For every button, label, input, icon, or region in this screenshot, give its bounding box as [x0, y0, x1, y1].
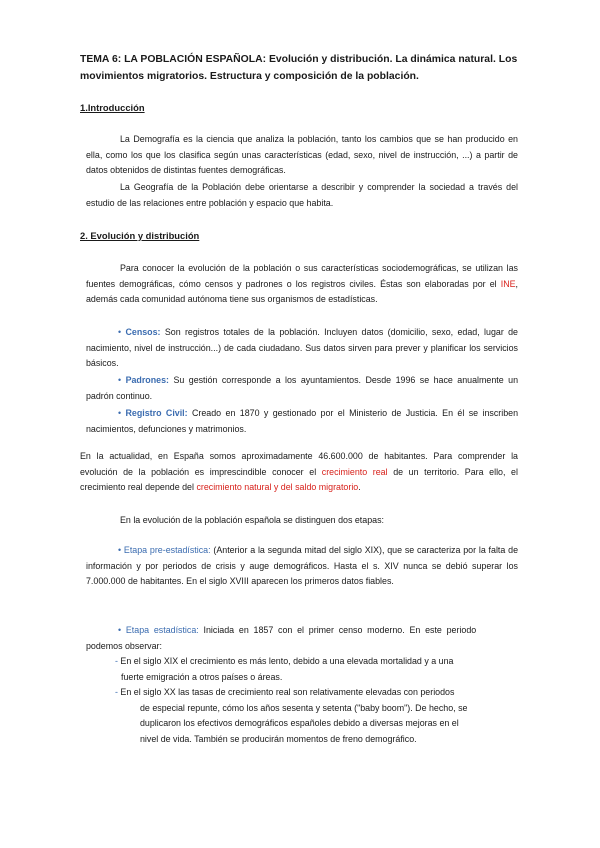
intro-paragraph-demografia-text: La Demografía es la ciencia que analiza la población, tanto los cambios que se han producido en ella, como los que los clasifica según unas características (edad, sexo, nivel de instrucción, ...) a partir de datos obtenidos de distintas fuentes demográficas. — [86, 134, 518, 176]
siglo-xx-line4: nivel de vida. También se producirán momentos de freno demográfico. — [140, 733, 417, 744]
actualidad-text-a: En la actualidad, en España somos aproximadamente 46.600.000 de habitantes. Para comprender la evolución de la población es imprescindible conocer el — [80, 451, 518, 477]
siglo-xx-line1: En el siglo XX las tasas de crecimiento real son relativamente elevadas con periodos — [117, 687, 455, 697]
actualidad-text-c: . — [358, 482, 361, 493]
padrones-label: Padrones: — [125, 375, 169, 385]
etapa-estadistica-item — [86, 623, 518, 654]
etapa-pre-estadistica-item — [86, 543, 518, 590]
etapa-estadistica-line2: podemos observar: — [86, 640, 162, 651]
intro-paragraph-geografia — [86, 180, 518, 211]
censos-text: Son registros totales de la población. Incluyen datos (domicilio, sexo, edad, lugar de nacimiento, nivel de instrucción...) de cada ciudadano. Sus datos sirven para prever y planificar los servicios básicos. — [86, 327, 518, 369]
crecimiento-real-highlight: crecimiento real — [321, 466, 388, 477]
document-title: TEMA 6: LA POBLACIÓN ESPAÑOLA: Evolución y distribución. La dinámica natural. Los movimientos migratorios. Estructura y composición de la población. — [80, 54, 518, 82]
etapa-pre-estadistica-label: Etapa pre-estadística: — [123, 545, 211, 555]
registro-civil-label: Registro Civil: — [125, 408, 188, 418]
registro-civil-text: Creado en 1870 y gestionado por el Ministerio de Justicia. En él se inscriben nacimientos, defunciones y matrimonios. — [86, 408, 518, 434]
siglo-xix-line1: En el siglo XIX el crecimiento es más lento, debido a una elevada mortalidad y a una — [117, 656, 454, 666]
etapa-estadistica-label: Etapa estadística: — [125, 625, 199, 635]
fuentes-text-a: Para conocer la evolución de la población o sus características sociodemográficas, se utilizan las fuentes demográficas, cómo censos y padrones o los registros civiles. Éstas son elaboradas por el — [86, 263, 518, 289]
censos-item — [86, 325, 518, 372]
intro-paragraph-demografia — [86, 132, 518, 179]
dash-marker: - — [115, 656, 118, 666]
bullet-icon: • — [118, 408, 122, 418]
fuentes-paragraph — [86, 261, 518, 308]
padrones-item — [86, 373, 518, 404]
siglo-xx-line3: duplicaron los efectivos demográficos españoles debido a diversas mejoras en el — [140, 718, 459, 729]
bullet-icon: • — [118, 545, 122, 555]
ine-highlight: INE — [500, 278, 516, 289]
crecimiento-natural-highlight: crecimiento natural y del saldo migratorio — [196, 482, 359, 493]
actualidad-paragraph — [80, 449, 518, 496]
dash-marker: - — [115, 687, 118, 697]
bullet-icon: • — [118, 327, 122, 337]
padrones-text: Su gestión corresponde a los ayuntamientos. Desde 1996 se hace anualmente un padrón continuo. — [86, 375, 519, 401]
siglo-xix-line2: fuerte emigración a otros países o áreas. — [121, 671, 283, 682]
etapas-intro: En la evolución de la población española se distinguen dos etapas: — [120, 515, 384, 525]
section-heading-evolucion: 2. Evolución y distribución — [80, 230, 200, 241]
etapa-estadistica-line1: Iniciada en 1857 con el primer censo moderno. En este periodo — [198, 625, 477, 635]
bullet-icon: • — [118, 625, 122, 635]
censos-label: Censos: — [125, 327, 161, 337]
fuentes-text-b: , además cada comunidad autónoma tiene sus organismos de estadísticas. — [86, 278, 518, 305]
actualidad-text-b: de un territorio. Para ello, el crecimiento real depende del — [80, 466, 518, 493]
siglo-xix-item — [115, 654, 518, 685]
intro-paragraph-geografia-text: La Geografía de la Población debe orientarse a describir y comprender la sociedad a través del estudio de las relaciones entre población y espacio que habita. — [86, 182, 518, 208]
siglo-xx-line2: de especial repunte, cómo los años sesenta y setenta ("baby boom"). De hecho, se — [140, 702, 468, 713]
etapa-pre-estadistica-text: (Anterior a la segunda mitad del siglo XIX), que se caracteriza por la falta de información y por periodos de crisis y auge demográficos. Hasta el s. XIV nunca se debió superar los 7.000.000 de habitantes. En el siglo XVIII aparecen los primeros datos fiables. — [86, 545, 519, 587]
registro-civil-item — [86, 406, 518, 437]
bullet-icon: • — [118, 375, 122, 385]
section-heading-introduccion: 1.Introducción — [80, 102, 145, 113]
siglo-xx-item — [115, 685, 518, 747]
